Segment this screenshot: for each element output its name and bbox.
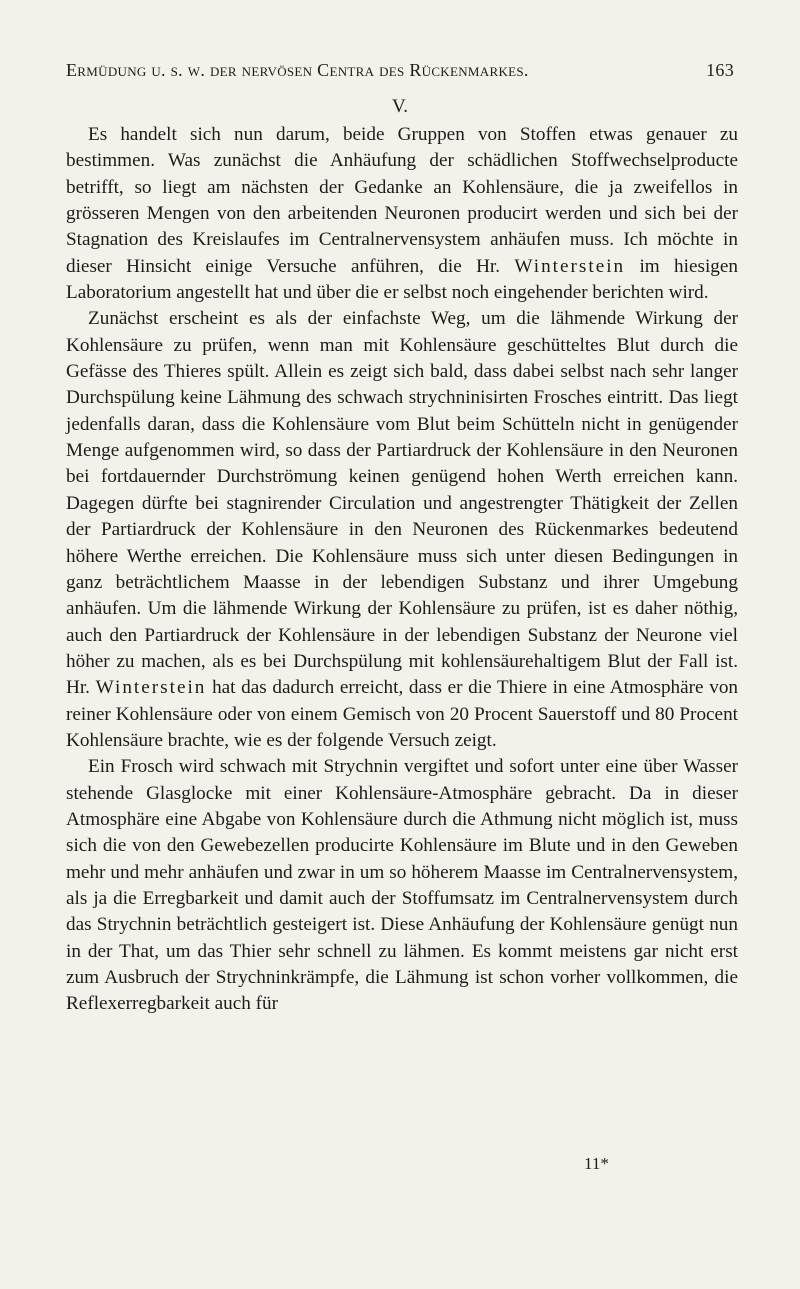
text-run: Ein Frosch wird schwach mit Strychnin vergiftet und sofort unter eine über Wasser stehende Glasglocke mit einer Kohlensäure-Atmosphäre gebracht. Da in dieser Atmosphäre eine Abgabe von Kohlensäure durch die Athmung nicht möglich ist, muss sich die von den Gewebezellen producirte Kohlensäure im Blute und in den Geweben mehr und mehr anhäufen und zwar in um so höherem Maasse im Centralnervensystem, als ja die Erregbarkeit und damit auch der Stoffumsatz im Centralnervensystem durch das Strychnin beträchtlich gesteigert ist. Diese Anhäufung der Kohlensäure genügt nun in der That, um das Thier sehr schnell zu lähmen. Es kommt meistens gar nicht erst zum Ausbruch der Strychninkrämpfe, die Lähmung ist schon vorher vollkommen, die Reflexerregbarkeit auch für [66, 756, 738, 1015]
section-number: V. [391, 96, 409, 117]
running-title: Ermüdung u. s. w. der nervösen Centra des Rückenmarkes. [66, 60, 529, 80]
running-header [66, 60, 734, 86]
page-number: 163 [706, 60, 734, 80]
paragraph-2 [66, 306, 738, 754]
author-name: Winterstein [514, 255, 626, 277]
paragraph-1 [66, 122, 738, 306]
author-name: Winterstein [95, 677, 207, 699]
text-run: hat das dadurch erreicht, dass er die Thiere in eine Atmosphäre von reiner Kohlensäure oder von einem Gemisch von 20 Procent Sauerstoff und 80 Procent Kohlensäure brachte, wie es der folgende Versuch zeigt. [66, 677, 739, 751]
body-text [66, 122, 738, 1018]
text-run: im hiesigen Laboratorium angestellt hat und über die er selbst noch eingehender berichten wird. [66, 255, 738, 304]
paragraph-3 [66, 754, 738, 1017]
text-run: Es handelt sich nun darum, beide Gruppen von Stoffen etwas genauer zu bestimmen. Was zunächst die Anhäufung der schädlichen Stoffwechselproducte betrifft, so liegt am nächsten der Gedanke an Kohlensäure, die ja zweifellos in grösseren Mengen von den arbeitenden Neuronen producirt werden und sich bei der Stagnation des Kreislaufes im Centralnervensystem anhäufen muss. Ich möchte in dieser Hinsicht einige Versuche anführen, die Hr. [66, 124, 738, 277]
signature-mark: 11* [584, 1154, 609, 1173]
text-run: Zunächst erscheint es als der einfachste Weg, um die lähmende Wirkung der Kohlensäure zu prüfen, wenn man mit Kohlensäure geschütteltes Blut durch die Gefässe des Thieres spült. Allein es zeigt sich bald, dass dabei selbst nach sehr langer Durchspülung keine Lähmung des schwach strychninisirten Frosches eintritt. Das liegt jedenfalls daran, dass die Kohlensäure vom Blut beim Schütteln nicht in genügender Menge aufgenommen wird, so dass der Partiardruck der Kohlensäure in den Neuronen bei fortdauernder Durchströmung keinen genügend hohen Werth erreichen kann. Dagegen dürfte bei stagnirender Circulation und angestrengter Thätigkeit der Zellen der Partiardruck der Kohlensäure in den Neuronen des Rückenmarkes bedeutend höhere Werthe erreichen. Die Kohlensäure muss sich unter diesen Bedingungen in ganz beträchtlichem Maasse in der lebendigen Substanz und ihrer Umgebung anhäufen. Um die lähmende Wirkung der Kohlensäure zu prüfen, ist es daher nöthig, auch den Partiardruck der Kohlensäure in der lebendigen Substanz der Neurone viel höher zu machen, als es bei Durchspülung mit kohlensäurehaltigem Blut der Fall ist. Hr. [66, 308, 738, 699]
